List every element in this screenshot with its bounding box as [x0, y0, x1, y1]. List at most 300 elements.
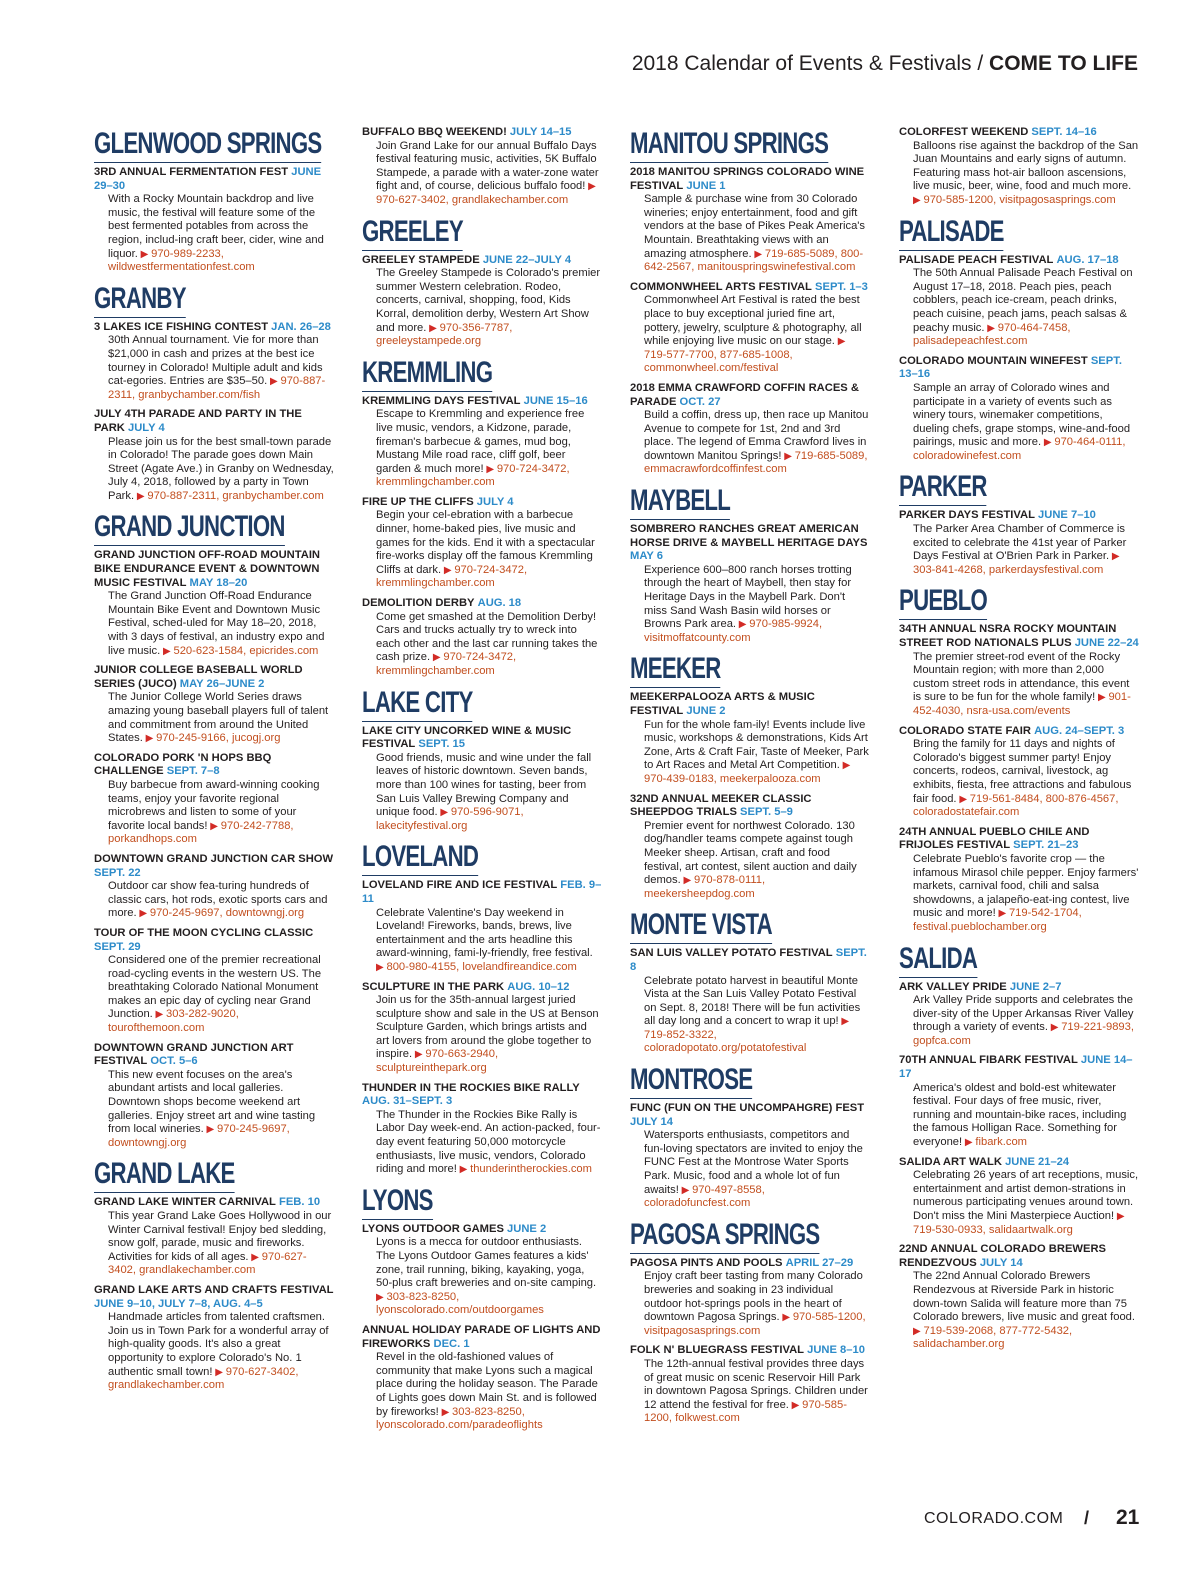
city-section	[94, 126, 334, 275]
city-section	[630, 1062, 870, 1211]
event-item	[630, 1102, 870, 1211]
event-date: JULY 14–15	[509, 126, 572, 138]
arrow-icon: ▶	[483, 463, 497, 475]
arrow-icon: ▶	[678, 1184, 693, 1196]
event-date: SEPT. 13–16	[899, 354, 1122, 381]
event-title: ARK VALLEY PRIDE	[899, 980, 1007, 993]
event-body	[362, 611, 602, 679]
city-heading: MAYBELL	[630, 483, 730, 520]
event-contact-link[interactable]: 970-464-7458, palisadepeachfest.com	[913, 321, 1071, 348]
event-date: JULY 14	[979, 1256, 1023, 1269]
event-contact-link[interactable]: 970-724-3472, kremmlingchamber.com	[376, 651, 517, 677]
event-body	[94, 779, 334, 847]
event-contact-link[interactable]: 303-282-9020, tourofthemoon.com	[108, 1008, 239, 1035]
event-title: 32ND ANNUAL MEEKER CLASSIC SHEEPDOG TRIALS	[630, 792, 812, 819]
column-3	[630, 122, 870, 1432]
event-item	[362, 126, 602, 208]
event-item	[362, 1223, 602, 1318]
arrow-icon: ▶	[585, 181, 596, 193]
city-section	[630, 907, 870, 1056]
event-title: GREELEY STAMPEDE	[362, 253, 480, 266]
event-body	[94, 193, 334, 275]
event-description: Celebrate Pueblo's favorite crop — the infamous Mirasol chile pepper. Enjoy farmers' markets, carnival food, chili and salsa showdowns, a jalapeño-eat-ing contest, live music and more!	[913, 852, 1139, 920]
event-title: LOVELAND FIRE AND ICE FESTIVAL	[362, 879, 558, 892]
event-title: 24TH ANNUAL PUEBLO CHILE AND FRIJOLES FESTIVAL	[899, 825, 1090, 852]
event-contact-link[interactable]: 970-585-1200, visitpagosasprings.com	[923, 193, 1116, 206]
event-description: Handmade articles from talented craftsmen. Join us in Town Park for a wonderful array of high-quality goods. It's also a great opportunity to explore Colorado's No. 1 authentic small town!	[108, 1311, 329, 1378]
event-body	[94, 1210, 334, 1278]
event-title: COLORADO MOUNTAIN WINEFEST	[899, 354, 1088, 367]
event-date: JUNE 21–24	[1005, 1155, 1070, 1168]
event-date: JUNE 14–17	[899, 1054, 1133, 1081]
event-title: FUNC (FUN ON THE UNCOMPAHGRE) FEST	[630, 1102, 865, 1115]
city-heading: PAGOSA SPRINGS	[630, 1217, 819, 1254]
event-description: Lyons is a mecca for outdoor enthusiasts. The Lyons Outdoor Games features a kids' zone, trail running, biking, kayaking, yoga, 50-plus craft breweries and on-site camping.	[376, 1236, 597, 1290]
arrow-icon: ▶	[412, 1049, 426, 1061]
event-item	[362, 981, 602, 1076]
event-item	[630, 281, 870, 376]
event-title: 34TH ANNUAL NSRA ROCKY MOUNTAIN STREET ROD NATIONALS PLUS	[899, 623, 1117, 650]
event-body	[362, 1351, 602, 1433]
footer-separator: /	[1084, 1508, 1090, 1528]
event-item	[630, 1257, 870, 1339]
event-description: Begin your cel-ebration with a barbecue dinner, home-baked pies, live music and games for the kids. End it with a spectacular fire-works display off the famous Kremmling Cliffs at dark.	[376, 509, 595, 576]
event-item	[362, 725, 602, 834]
event-contact-link[interactable]: 970-878-0111, meekersheepdog.com	[644, 874, 766, 900]
city-section	[362, 214, 602, 349]
event-contact-link[interactable]: 719-561-8484, 800-876-4567, coloradostatefair.com	[913, 792, 1119, 819]
event-title: LYONS OUTDOOR GAMES	[362, 1222, 504, 1235]
event-date: JUNE 2–7	[1009, 980, 1062, 993]
event-title: COMMONWHEEL ARTS FESTIVAL	[630, 280, 812, 293]
city-heading: SALIDA	[899, 941, 977, 978]
event-contact-link[interactable]: 303-823-8250, lyonscolorado.com/outdoorgames	[376, 1290, 544, 1317]
event-item	[94, 166, 334, 275]
event-description: Revel in the old-fashioned values of community that make Lyons such a magical place during the holiday season. The Parade of Lights goes down Main St. and is followed by fireworks!	[376, 1351, 598, 1418]
event-body	[630, 975, 870, 1057]
event-date: JUNE 29–30	[94, 166, 322, 192]
arrow-icon: ▶	[984, 322, 998, 334]
arrow-icon: ▶	[376, 961, 387, 973]
event-title: THUNDER IN THE ROCKIES BIKE RALLY	[362, 1081, 580, 1094]
city-heading: LOVELAND	[362, 839, 478, 876]
event-item	[899, 981, 1139, 1049]
event-date: SEPT. 21–23	[1013, 839, 1079, 852]
event-contact-link[interactable]: 520-623-1584, epicrides.com	[173, 644, 319, 657]
event-contact-link[interactable]: 719-539-2068, 877-772-5432, salidachamber.org	[913, 1324, 1073, 1351]
event-description: This new event focuses on the area's abundant artists and local galleries. Downtown shops become weekend art galleries. Enjoy street art and wine tasting from local wineries.	[108, 1068, 316, 1136]
event-description: 30th Annual tournament. Vie for more than $21,000 in cash and prizes at the best ice tourney in Colorado! Multiple adult and kids cat-egories. Entries are $35–50.	[108, 334, 323, 388]
event-date: JUNE 8–10	[807, 1344, 865, 1357]
event-item	[362, 597, 602, 679]
event-item	[362, 879, 602, 974]
event-item	[899, 355, 1139, 464]
event-body	[899, 853, 1139, 935]
event-item	[630, 793, 870, 902]
event-description: This year Grand Lake Goes Hollywood in our Winter Carnival festival! Enjoy bed sledding, snow golf, parade, music and fireworks. Activities for kids of all ages.	[108, 1210, 332, 1263]
event-contact-link[interactable]: 970-596-9071, lakecityfestival.org	[376, 806, 524, 832]
event-body	[94, 1069, 334, 1151]
event-body	[630, 294, 870, 376]
city-section	[899, 126, 1139, 208]
city-section	[362, 839, 602, 1176]
event-date: JULY 4	[476, 495, 514, 508]
city-section	[94, 509, 334, 1150]
header-section: 2018 Calendar of Events & Festivals	[631, 52, 972, 75]
event-body	[362, 509, 602, 591]
event-body	[630, 1358, 870, 1426]
event-date: SEPT. 5–9	[740, 806, 793, 819]
event-date: DEC. 1	[433, 1337, 470, 1350]
arrow-icon: ▶	[437, 807, 451, 819]
event-title: PALISADE PEACH FESTIVAL	[899, 253, 1054, 266]
event-contact-link[interactable]: 970-497-8558, coloradofuncfest.com	[644, 1183, 765, 1210]
city-section	[630, 651, 870, 901]
arrow-icon: ▶	[456, 1164, 471, 1176]
arrow-icon: ▶	[838, 1016, 850, 1028]
event-body	[362, 408, 602, 490]
event-description: Watersports enthusiasts, competitors and fun-loving spectators are invited to enjoy the FUNC Fest at the Montrose Water Sports Park. Music, food and a whole lot of fun awaits!	[644, 1129, 863, 1196]
city-heading: PUEBLO	[899, 583, 987, 620]
event-item	[94, 408, 334, 503]
event-date: JULY 4	[127, 421, 165, 434]
event-contact-link[interactable]: 970-887-2311, granbychamber.com	[147, 489, 324, 502]
city-heading: LYONS	[362, 1183, 433, 1220]
event-contact-link[interactable]: 970-245-9697, downtowngj.org	[149, 907, 305, 920]
city-heading: LAKE CITY	[362, 685, 473, 722]
event-item	[630, 691, 870, 786]
arrow-icon: ▶	[913, 194, 924, 206]
event-body	[630, 193, 870, 275]
event-body	[362, 752, 602, 834]
arrow-icon: ▶	[779, 1312, 793, 1324]
city-section	[362, 1183, 602, 1433]
event-date: FEB. 9–11	[362, 879, 602, 905]
event-contact-link[interactable]: 719-685-5089, 800-642-2567, manitouspringswinefestival.com	[644, 247, 864, 274]
event-description: Commonwheel Art Festival is rated the best place to buy exceptional juried fine art, pottery, jewelry, sculpture & photography, all while enjoying live music on our stage.	[644, 294, 862, 348]
event-description: The 50th Annual Palisade Peach Festival on August 17–18, 2018. Peach pies, peach cobblers, peach ice-cream, peach drinks, peach cuisine, peach jams, peach salsas & peachy music.	[913, 267, 1133, 334]
event-item	[94, 853, 334, 921]
city-heading: PALISADE	[899, 214, 1004, 251]
event-title: JULY 4TH PARADE AND PARTY IN THE PARK	[94, 408, 302, 434]
event-title: 22ND ANNUAL COLORADO BREWERS RENDEZVOUS	[899, 1243, 1106, 1269]
page-header	[632, 50, 1138, 78]
event-title: COLORADO STATE FAIR	[899, 724, 1031, 737]
city-section	[94, 281, 334, 504]
event-title: FIRE UP THE CLIFFS	[362, 495, 474, 508]
event-title: GRAND LAKE WINTER CARNIVAL	[94, 1196, 276, 1209]
event-date: SEPT. 8	[630, 947, 867, 973]
event-body	[899, 651, 1139, 719]
arrow-icon: ▶	[736, 619, 750, 631]
city-heading: GREELEY	[362, 214, 463, 251]
event-body	[94, 590, 334, 658]
column-2	[362, 122, 602, 1439]
event-date: JUNE 15–16	[523, 394, 588, 407]
event-date: AUG. 31–SEPT. 3	[362, 1095, 453, 1108]
event-description: The 22nd Annual Colorado Brewers Rendezvous at Riverside Park in historic down-town Salida will feature more than 75 Colorado brewers, live music and great food.	[913, 1270, 1135, 1324]
event-body	[899, 1169, 1139, 1237]
event-contact-link[interactable]: 303-841-4268, parkerdaysfestival.com	[913, 563, 1104, 576]
event-description: Balloons rise against the backdrop of the San Juan Mountains and early signs of autumn. Featuring mass hot-air balloon ascensions, live music, beer, wine, food and much more.	[913, 139, 1139, 193]
event-item	[630, 382, 870, 477]
arrow-icon: ▶	[962, 1137, 976, 1149]
event-contact-link[interactable]: 970-985-9924, visitmoffatcounty.com	[644, 618, 823, 644]
event-body	[899, 140, 1139, 208]
event-contact-link[interactable]: 970-245-9166, jucogj.org	[156, 732, 281, 745]
event-contact-link[interactable]: 970-464-0111, coloradowinefest.com	[913, 436, 1126, 462]
event-title: LAKE CITY UNCORKED WINE & MUSIC FESTIVAL	[362, 724, 572, 751]
event-title: SOMBRERO RANCHES GREAT AMERICAN HORSE DRIVE & MAYBELL HERITAGE DAYS	[630, 523, 868, 549]
event-item	[94, 1284, 334, 1393]
event-description: Sample an array of Colorado wines and participate in a variety of events such as winery tours, winemaker competitions, dueling chefs, grape stomps, wine-and-food pairings, music and more.	[913, 381, 1131, 449]
arrow-icon: ▶	[680, 875, 694, 887]
event-title: COLORFEST WEEKEND	[899, 126, 1029, 138]
event-item	[94, 321, 334, 403]
event-body	[630, 820, 870, 902]
event-body	[630, 1270, 870, 1338]
event-description: Considered one of the premier recreational road-cycling events in the western US. The breathtaking Colorado National Monument makes an epic day of cycling near Grand Junction.	[108, 954, 322, 1021]
event-item	[94, 1042, 334, 1151]
page-number: 21	[1116, 1506, 1140, 1529]
event-item	[362, 395, 602, 490]
event-description: Enjoy craft beer tasting from many Colorado breweries and soaking in 23 individual outdoor hot-springs pools in the heart of downtown Pagosa Springs.	[644, 1270, 863, 1324]
event-contact-link[interactable]: 970-627-3402, grandlakechamber.com	[376, 193, 569, 206]
event-title: MEEKERPALOOZA ARTS & MUSIC FESTIVAL	[630, 691, 815, 717]
city-section	[362, 685, 602, 834]
event-body	[362, 267, 602, 349]
event-date: APRIL 27–29	[785, 1256, 854, 1269]
event-contact-link[interactable]: 719-577-7700, 877-685-1008, commonwheel.com/festival	[644, 348, 793, 375]
event-item	[899, 725, 1139, 820]
event-item	[630, 523, 870, 645]
city-section	[899, 583, 1139, 934]
event-body	[899, 994, 1139, 1048]
event-description: Sample & purchase wine from 30 Colorado wineries; enjoy entertainment, food and gift vendors at the base of Pikes Peak America's Mountain. Breathtaking views with an amazing atmosphere.	[644, 193, 866, 260]
event-description: Please join us for the best small-town parade in Colorado! The parade goes down Main Street (Agate Ave.) in Granby on Wednesday, July 4, 2018, followed by a party in Town Park.	[108, 435, 334, 502]
event-description: Premier event for northwest Colorado. 130 dog/handler teams compete against tough Meeker sheep. Artisan, craft and food festival, art contest, silent auction and daily demos.	[644, 819, 857, 887]
event-date: AUG. 17–18	[1056, 253, 1119, 266]
event-contact-link[interactable]: 719-685-5089, emmacrawfordcoffinfest.com	[644, 449, 868, 476]
arrow-icon: ▶	[142, 733, 157, 745]
event-contact-link[interactable]: 719-530-0933, salidaartwalk.org	[913, 1223, 1073, 1236]
event-description: Fun for the whole fam-ily! Events include live music, workshops & demonstrations, Kids Art Zone, Arts & Craft Fair, Taste of Meeker, Park to Art Races and Metal Art Competition.	[644, 718, 869, 772]
event-title: DEMOLITION DERBY	[362, 597, 475, 610]
event-body	[630, 564, 870, 646]
event-title: DOWNTOWN GRAND JUNCTION CAR SHOW	[94, 852, 334, 865]
event-contact-link[interactable]: 719-542-1704, festival.pueblochamber.org	[913, 907, 1082, 933]
arrow-icon: ▶	[160, 645, 174, 657]
column-4	[899, 122, 1139, 1358]
event-contact-link[interactable]: 970-663-2940, sculptureinthepark.org	[376, 1048, 499, 1075]
event-description: Escape to Kremmling and experience free live music, vendors, a Kidzone, parade, fireman's barbecue & games, mud bog, Mustang Mile road race, cliff golf, beer garden & much more!	[376, 408, 585, 475]
event-title: COLORADO PORK 'N HOPS BBQ CHALLENGE	[94, 751, 272, 778]
event-item	[899, 826, 1139, 935]
city-section	[899, 214, 1139, 464]
event-date: JUNE 7–10	[1038, 509, 1096, 522]
event-date: SEPT. 29	[94, 940, 141, 953]
event-title: ANNUAL HOLIDAY PARADE OF LIGHTS AND FIREWORKS	[362, 1323, 601, 1350]
event-title: GRAND JUNCTION OFF-ROAD MOUNTAIN BIKE ENDURANCE EVENT & DOWNTOWN MUSIC FESTIVAL	[94, 549, 321, 589]
event-body	[630, 719, 870, 787]
city-section	[362, 126, 602, 208]
footer-site: COLORADO.COM	[924, 1510, 1064, 1527]
event-date: FEB. 10	[279, 1196, 321, 1209]
event-contact-link[interactable]: 970-724-3472, kremmlingchamber.com	[376, 462, 570, 489]
header-separator: /	[977, 52, 984, 75]
event-item	[630, 166, 870, 275]
event-title: TOUR OF THE MOON CYCLING CLASSIC	[94, 926, 314, 939]
event-body	[899, 267, 1139, 349]
event-title: SAN LUIS VALLEY POTATO FESTIVAL	[630, 947, 833, 960]
event-contact-link[interactable]: 901-452-4030, nsra-usa.com/events	[913, 691, 1131, 717]
event-date: MAY 18–20	[189, 576, 248, 589]
header-title: COME TO LIFE	[989, 52, 1138, 75]
city-section	[899, 941, 1139, 1352]
arrow-icon: ▶	[212, 1366, 226, 1378]
arrow-icon: ▶	[376, 1291, 387, 1303]
event-body	[362, 140, 602, 208]
arrow-icon: ▶	[788, 1399, 803, 1411]
event-body	[94, 954, 334, 1036]
city-section	[630, 483, 870, 645]
event-contact-link[interactable]: fibark.com	[975, 1136, 1027, 1149]
event-item	[899, 623, 1139, 718]
event-title: 70TH ANNUAL FIBARK FESTIVAL	[899, 1054, 1078, 1067]
event-contact-link[interactable]: 970-627-3402, grandlakechamber.com	[108, 1250, 307, 1277]
event-title: SCULPTURE IN THE PARK	[362, 980, 505, 993]
event-contact-link[interactable]: 970-887-2311, granbychamber.com/fish	[108, 375, 326, 401]
event-date: JUNE 2	[686, 705, 726, 717]
arrow-icon: ▶	[956, 793, 970, 805]
event-title: 3 LAKES ICE FISHING CONTEST	[94, 320, 269, 333]
event-title: DOWNTOWN GRAND JUNCTION ART FESTIVAL	[94, 1041, 294, 1068]
event-body	[362, 907, 602, 975]
city-heading: MONTROSE	[630, 1062, 752, 1099]
event-item	[94, 752, 334, 847]
event-date: SEPT. 1–3	[815, 280, 868, 293]
event-body	[362, 1109, 602, 1177]
event-item	[362, 1324, 602, 1433]
event-description: Good friends, music and wine under the fall leaves of historic downtown. Seven bands, more than 100 wines for tasting, beer from San Luis Valley Brewing Company and unique food.	[376, 751, 592, 819]
event-title: PAGOSA PINTS AND POOLS	[630, 1256, 783, 1269]
event-body	[899, 738, 1139, 820]
event-title: 2018 EMMA CRAWFORD COFFIN RACES & PARADE	[630, 381, 859, 408]
arrow-icon: ▶	[1109, 551, 1120, 563]
event-description: America's oldest and bold-est whitewater festival. Four days of free music, river, running and mountain-bike races, including the famous Holligan Race. Something for everyone!	[913, 1081, 1127, 1149]
arrow-icon: ▶	[781, 450, 795, 462]
event-contact-link[interactable]: 719-221-9893, gopfca.com	[913, 1021, 1134, 1047]
event-item	[899, 126, 1139, 208]
event-body	[630, 1129, 870, 1211]
city-section	[899, 469, 1139, 577]
event-body	[94, 1311, 334, 1393]
event-description: Build a coffin, dress up, then race up Manitou Avenue to compete for 1st, 2nd and 3rd place. The legend of Emma Crawford lives in downtown Manitou Springs!	[644, 409, 869, 462]
arrow-icon: ▶	[438, 1406, 453, 1418]
column-1	[94, 122, 334, 1399]
event-description: Join us for the 35th-annual largest juried sculpture show and sale in the US at Benson Sculpture Garden, which brings artists and art lovers from around the globe together to inspire.	[376, 994, 599, 1061]
event-contact-link[interactable]: 970-627-3402, grandlakechamber.com	[108, 1365, 299, 1392]
event-contact-link[interactable]: 719-852-3322, coloradopotato.org/potatofestival	[644, 1028, 807, 1055]
event-body	[362, 994, 602, 1076]
event-description: With a Rocky Mountain backdrop and live music, the festival will feature some of the best fermented potables from across the region, includ-ing craft beer, cider, wine and liquor.	[108, 193, 324, 260]
city-section	[362, 355, 602, 679]
city-heading: MANITOU SPRINGS	[630, 126, 828, 163]
event-item	[94, 927, 334, 1036]
city-heading: GRAND LAKE	[94, 1156, 235, 1193]
event-description: The Thunder in the Rockies Bike Rally is Labor Day week-end. An action-packed, four-day event featuring 50,000 motorcycle enthusiasts, live music, vendors, Colorado riding and more!	[376, 1108, 601, 1176]
event-description: Celebrate Valentine's Day weekend in Loveland! Fireworks, bands, brews, live entertainment and the arts headline this award-winning, fami-ly-friendly, free festival.	[376, 906, 593, 960]
event-body	[899, 523, 1139, 577]
event-title: 3RD ANNUAL FERMENTATION FEST	[94, 166, 289, 178]
event-contact-link[interactable]: 970-585-1200, folkwest.com	[644, 1398, 847, 1425]
event-item	[362, 1082, 602, 1177]
event-item	[362, 496, 602, 591]
arrow-icon: ▶	[134, 490, 148, 502]
event-date: JUNE 22–JULY 4	[482, 253, 572, 266]
event-contact-link[interactable]: 303-823-8250, lyonscolorado.com/paradeoflights	[376, 1405, 543, 1432]
event-date: JUNE 2	[507, 1222, 547, 1235]
city-heading: GRAND JUNCTION	[94, 509, 285, 546]
event-date: AUG. 10–12	[507, 980, 570, 993]
event-body	[94, 436, 334, 504]
arrow-icon: ▶	[913, 1325, 924, 1337]
event-contact-link[interactable]: thunderintherockies.com	[470, 1163, 592, 1176]
event-description: Buy barbecue from award-winning cooking teams, enjoy your favorite regional microbrews and listen to some of your favorite local bands!	[108, 778, 320, 832]
event-contact-link[interactable]: 970-439-0183, meekerpalooza.com	[644, 772, 821, 785]
event-item	[94, 664, 334, 746]
city-heading: KREMMLING	[362, 355, 492, 392]
arrow-icon: ▶	[834, 336, 846, 348]
event-title: SALIDA ART WALK	[899, 1155, 1002, 1168]
event-body	[362, 1236, 602, 1318]
event-item	[630, 947, 870, 1056]
arrow-icon: ▶	[1041, 437, 1055, 449]
event-contact-link[interactable]: 970-245-9697, downtowngj.org	[108, 1123, 290, 1149]
arrow-icon: ▶	[267, 376, 281, 388]
event-description: The Grand Junction Off-Road Endurance Mountain Bike Event and Downtown Music Festival, sched-uled for May 18–20, 2018, with 3 days of festival, an industry expo and live music.	[108, 590, 325, 657]
event-contact-link[interactable]: 970-242-7788, porkandhops.com	[108, 819, 294, 846]
event-contact-link[interactable]: 970-989-2233, wildwestfermentationfest.com	[108, 247, 255, 274]
arrow-icon: ▶	[995, 908, 1009, 920]
arrow-icon: ▶	[430, 652, 444, 664]
city-heading: GRANBY	[94, 281, 186, 318]
event-contact-link[interactable]: 970-585-1200, visitpagosasprings.com	[644, 1311, 866, 1337]
event-description: Ark Valley Pride supports and celebrates the diver-sity of the Upper Arkansas River Valley through a variety of events.	[913, 994, 1134, 1034]
city-section	[94, 1156, 334, 1392]
event-description: Celebrating 26 years of art receptions, music, entertainment and artist demon-strations in numerous participating venues around town. Don't miss the Mini Masterpiece Auction!	[913, 1169, 1139, 1222]
event-body	[94, 691, 334, 745]
event-contact-link[interactable]: 970-356-7787, greeleystampede.org	[376, 321, 513, 348]
event-body	[94, 880, 334, 921]
arrow-icon: ▶	[137, 248, 152, 260]
event-contact-link[interactable]: 970-724-3472, kremmlingchamber.com	[376, 563, 528, 590]
event-date: MAY 6	[630, 550, 663, 563]
event-title: FOLK N' BLUEGRASS FESTIVAL	[630, 1344, 804, 1357]
event-date: SEPT. 15	[418, 738, 465, 751]
event-description: The Greeley Stampede is Colorado's premier summer Western celebration. Rodeo, concerts, carnival, shopping, food, Kids Korral, demolition derby, Western Art Show and more.	[376, 267, 601, 334]
event-contact-link[interactable]: 800-980-4155, lovelandfireandice.com	[386, 960, 577, 973]
arrow-icon: ▶	[751, 248, 765, 260]
event-description: The premier street-rod event of the Rocky Mountain region; with more than 2,000 custom street rods in attendance, this event is sure to be fun for the whole family!	[913, 650, 1130, 704]
city-section	[630, 1217, 870, 1426]
event-date: JUNE 22–24	[1074, 637, 1139, 650]
event-body	[899, 382, 1139, 464]
event-item	[899, 1054, 1139, 1149]
event-date: JUNE 1	[686, 179, 726, 192]
event-date: MAY 26–JUNE 2	[179, 677, 265, 690]
arrow-icon: ▶	[248, 1251, 262, 1263]
